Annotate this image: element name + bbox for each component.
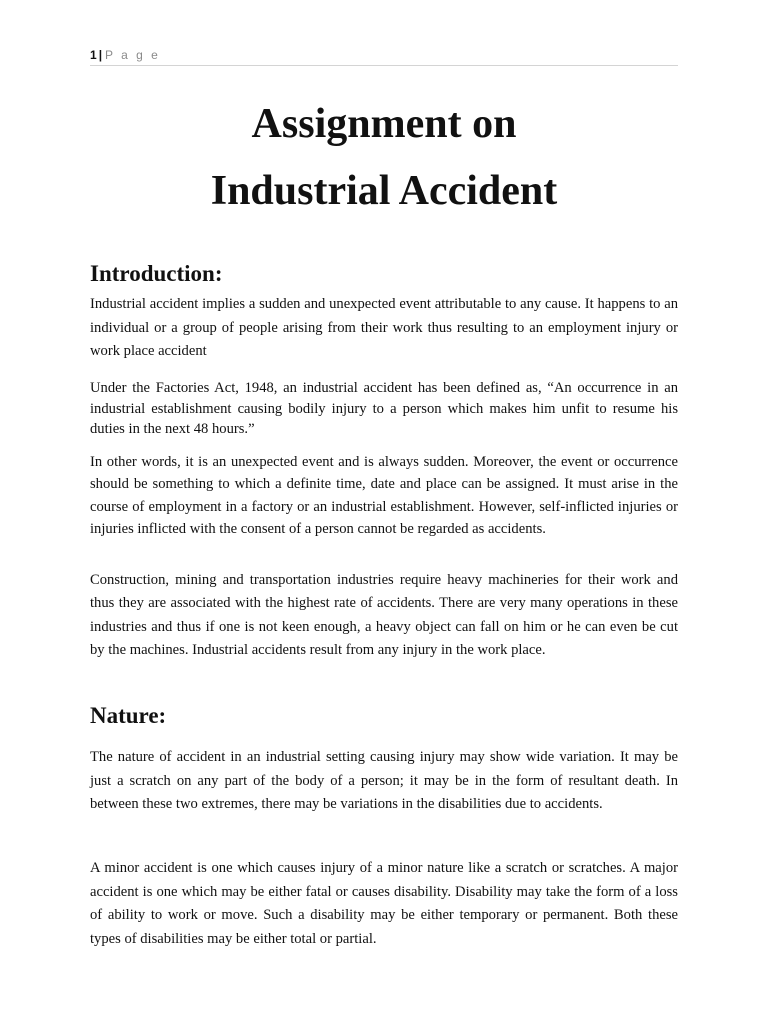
page-label: P a g e [105, 48, 161, 62]
nature-paragraph-2: A minor accident is one which causes injury of a minor nature like a scratch or scratches. A major accident is one which may be either fatal or causes disability. Disability may take the form of a loss of ability to work or move. Such a disability may be either temporary or permanent. Both these types of disabilities may be either total or partial. [90, 860, 678, 947]
page-number: 1 [90, 48, 97, 62]
introduction-paragraph-1: Industrial accident implies a sudden and unexpected event attributable to any cause. It happens to an individual or a group of people arising from their work thus resulting to an employment injury or work place accident [90, 296, 678, 360]
page-separator: | [98, 48, 103, 62]
page-header [90, 45, 678, 66]
introduction-paragraph-3: In other words, it is an unexpected event and is always sudden. Moreover, the event or occurrence should be something to which a definite time, date and place can be assigned. It must arise in the course of employment in a factory or an industrial establishment. However, self-inflicted injuries or injuries inflicted with the consent of a person cannot be regarded as accidents. [90, 454, 678, 537]
introduction-paragraph-2: Under the Factories Act, 1948, an industrial accident has been defined as, “An occurrence in an industrial establishment causing bodily injury to a person which makes him unfit to resume his duties in the next 48 hours.” [90, 380, 678, 438]
document-title-line-2: Industrial Accident [210, 168, 558, 214]
introduction-paragraph-4: Construction, mining and transportation industries require heavy machineries for their work and thus they are associated with the highest rate of accidents. There are very many operations in these industries and thus if one is not keen enough, a heavy object can fall on him or he can even be cut by the machines. Industrial accidents result from any injury in the work place. [90, 572, 678, 658]
introduction-heading: Introduction: [90, 261, 223, 286]
document-title-line-1: Assignment on [251, 101, 517, 147]
nature-paragraph-1: The nature of accident in an industrial setting causing injury may show wide variation. It may be just a scratch on any part of the body of a person; it may be in the form of resultant death. In between these two extremes, there may be variations in the disabilities due to accidents. [90, 749, 678, 813]
nature-heading: Nature: [90, 703, 167, 728]
